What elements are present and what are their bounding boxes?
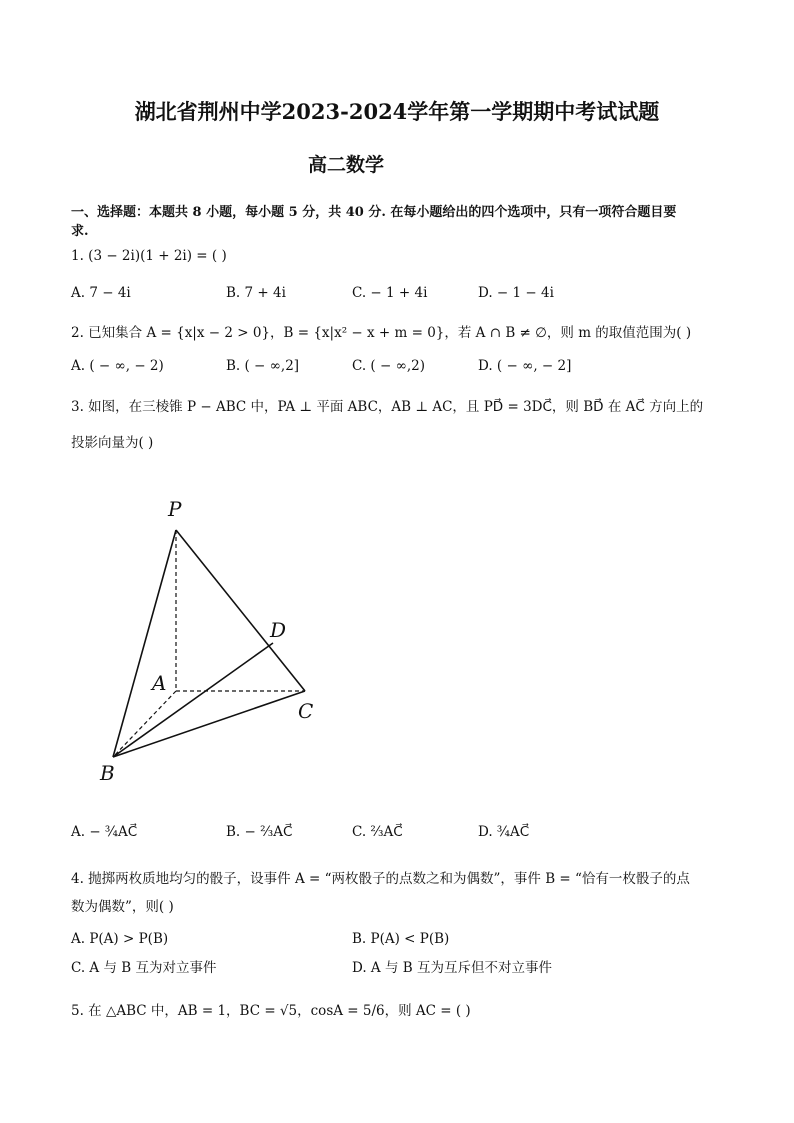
- section-heading-line2: 求.: [71, 224, 89, 239]
- q2-option-c: C. ( − ∞,2): [352, 358, 425, 374]
- section-heading-line1: 一、选择题：本题共 8 小题，每小题 5 分，共 40 分. 在每小题给出的四个选项中，只有一项符合题目要: [71, 205, 677, 220]
- label-a: A: [152, 671, 167, 695]
- label-p: P: [168, 497, 182, 521]
- q4-option-d: D. A 与 B 互为互斥但不对立事件: [352, 960, 552, 976]
- q3-option-d: D. ¾AC⃗: [478, 824, 530, 840]
- q5-stem: 5. 在 △ABC 中，AB = 1，BC = √5，cosA = 5/6，则 AC = ( ): [71, 1003, 471, 1019]
- q3-stem-line1: 3. 如图，在三棱锥 P − ABC 中，PA ⊥ 平面 ABC，AB ⊥ AC，且 PD⃗ = 3DC⃗，则 BD⃗ 在 AC⃗ 方向上的: [71, 399, 704, 415]
- q2-option-a: A. ( − ∞, − 2): [71, 358, 164, 374]
- q4-option-a: A. P(A) > P(B): [71, 931, 169, 947]
- edge-bc: [113, 691, 305, 757]
- q3-option-a: A. − ¾AC⃗: [71, 824, 138, 840]
- q2-option-d: D. ( − ∞, − 2]: [478, 358, 572, 374]
- q3-stem-line2: 投影向量为( ): [71, 435, 154, 451]
- edge-pb: [113, 530, 176, 757]
- q3-option-b: B. − ⅔AC⃗: [226, 824, 293, 840]
- tetrahedron-figure: [90, 490, 350, 790]
- exam-title: 湖北省荆州中学2023-2024学年第一学期期中考试试题: [134, 99, 660, 124]
- q1-option-a: A. 7 − 4i: [71, 285, 131, 301]
- q2-stem: 2. 已知集合 A = {x|x − 2 > 0}，B = {x|x² − x + m = 0}，若 A ∩ B ≠ ∅，则 m 的取值范围为( ): [71, 325, 692, 341]
- q1-option-d: D. − 1 − 4i: [478, 285, 554, 301]
- q4-stem-line1: 4. 抛掷两枚质地均匀的骰子，设事件 A = “两枚骰子的点数之和为偶数”，事件 B = “恰有一枚骰子的点: [71, 871, 690, 887]
- q1-option-c: C. − 1 + 4i: [352, 285, 428, 301]
- q1-stem: 1. (3 − 2i)(1 + 2i) = ( ): [71, 248, 227, 264]
- label-d: D: [270, 618, 287, 642]
- q3-option-c: C. ⅔AC⃗: [352, 824, 403, 840]
- q1-option-b: B. 7 + 4i: [226, 285, 286, 301]
- q2-option-b: B. ( − ∞,2]: [226, 358, 300, 374]
- q4-option-c: C. A 与 B 互为对立事件: [71, 960, 217, 976]
- segment-bd: [113, 643, 273, 757]
- q4-stem-line2: 数为偶数”，则( ): [71, 899, 174, 915]
- exam-subtitle: 高二数学: [308, 154, 385, 176]
- q4-option-b: B. P(A) < P(B): [352, 931, 450, 947]
- label-b: B: [100, 761, 115, 785]
- label-c: C: [298, 699, 314, 723]
